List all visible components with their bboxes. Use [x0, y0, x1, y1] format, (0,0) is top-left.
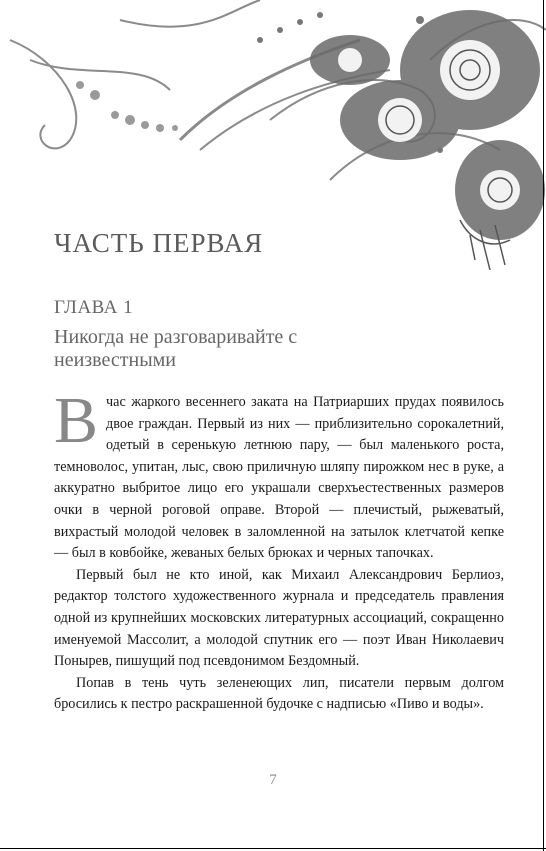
page-number: 7 — [269, 772, 277, 788]
paragraph-2: Первый был не кто иной, как Михаил Александрович Берлиоз, редактор толстого художественного журнала и председатель правления одной из крупнейших московских литературных ассоциаций, сокращенно именуемой Массолит, а молодой спутник его — поэт Иван Николаевич Понырев, пишущий под псевдонимом Бездомный. — [54, 566, 504, 670]
chapter-body — [54, 384, 504, 716]
paragraph-1 — [54, 384, 504, 565]
page-border-right — [543, 0, 544, 851]
paragraph-1-text: час жаркого весеннего заката на Патриарших прудах появилось двое граждан. Первый из них — приблизительно сорокалетний, одетый в серенькую летнюю пару, — был маленького роста, темноволос, упитан, лыс, свою приличную шляпу пирожком нес в руке, а аккуратно выбритое лицо его украшали сверхъестественных размеров очки в черной роговой оправе. Второй — плечистый, рыжеватый, вихрастый молодой человек в заломленной на затылок клетчатой кепке — был в ковбойке, жеваных белых брюках и черных тапочках. — [54, 394, 504, 562]
drop-cap: В — [54, 384, 99, 457]
page-border-bottom — [0, 848, 546, 849]
paragraph-3: Попав в тень чуть зеленеющих лип, писатели первым долгом бросились к пестро раскрашенной будочке с надписью «Пиво и воды». — [54, 674, 504, 713]
part-title: ЧАСТЬ ПЕРВАЯ — [54, 228, 264, 258]
chapter-label: ГЛАВА 1 — [54, 297, 134, 318]
chapter-title: Никогда не разговаривайте с неизвестными — [54, 326, 298, 371]
